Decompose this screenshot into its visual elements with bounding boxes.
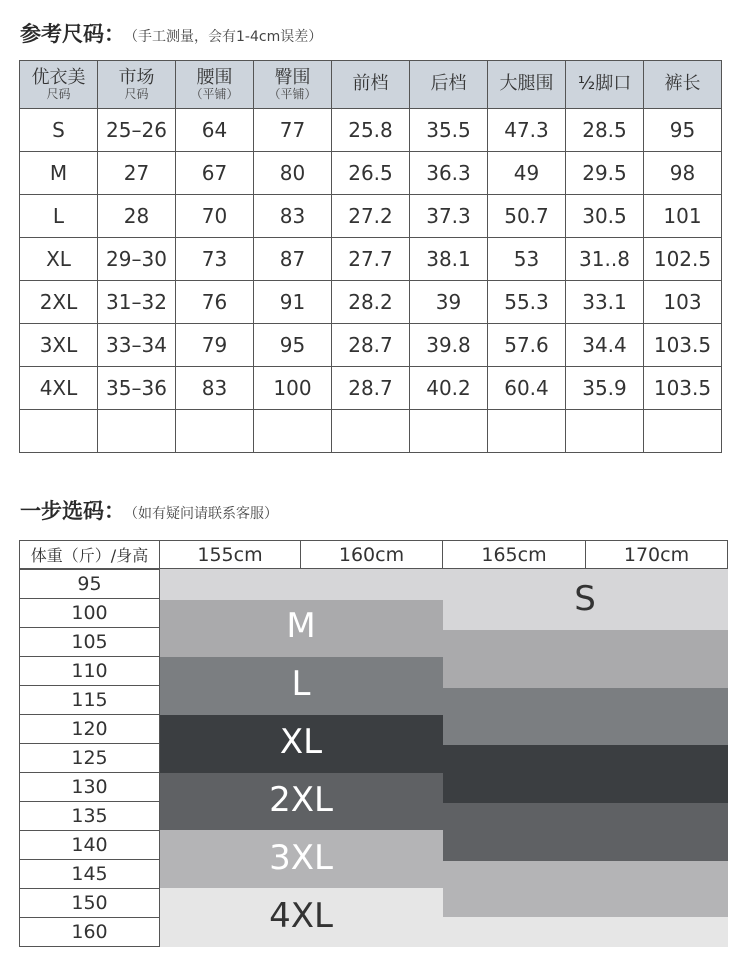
column-header-label: 市场 (118, 66, 155, 88)
table-cell: 77 (254, 109, 332, 152)
size-chart-note: （手工测量，会有1-4cm误差） (131, 29, 323, 45)
weight-row-label: 110 (20, 657, 159, 686)
column-header-sublabel: （平铺） (268, 86, 317, 101)
size-label-2xl: 2XL (269, 780, 333, 820)
table-cell: 98 (644, 152, 722, 195)
table-cell: 31–32 (98, 281, 176, 324)
size-chart-title: 参考尺码： (20, 22, 125, 46)
table-cell: 53 (488, 238, 566, 281)
table-row (20, 152, 722, 195)
table-cell: 35.9 (566, 367, 644, 410)
table-cell: 101 (644, 195, 722, 238)
table-cell: 80 (254, 152, 332, 195)
weight-row-label: 100 (20, 599, 159, 628)
table-cell: 73 (176, 238, 254, 281)
column-header-sublabel: （平铺） (190, 86, 239, 101)
size-label-3xl: 3XL (269, 838, 333, 878)
table-cell: 28.2 (332, 281, 410, 324)
weight-row-label: 95 (20, 570, 159, 599)
column-header-label: 裤长 (664, 73, 701, 95)
table-cell (332, 410, 410, 453)
table-row (20, 109, 722, 152)
table-row (20, 324, 722, 367)
table-cell: 91 (254, 281, 332, 324)
table-cell: 33–34 (98, 324, 176, 367)
table-cell: 103 (644, 281, 722, 324)
table-cell: 100 (254, 367, 332, 410)
table-cell: 25.8 (332, 109, 410, 152)
table-cell: 47.3 (488, 109, 566, 152)
table-cell (410, 410, 488, 453)
column-header-sublabel: 尺码 (46, 86, 71, 101)
weight-row-label: 160 (71, 921, 108, 943)
column-header (254, 61, 332, 109)
table-cell: 27.7 (332, 238, 410, 281)
table-cell: 3XL (20, 324, 98, 367)
table-cell (644, 410, 722, 453)
size-label-l: L (291, 664, 311, 704)
table-cell: 76 (176, 281, 254, 324)
table-cell (566, 410, 644, 453)
table-row (20, 195, 722, 238)
column-header (332, 61, 410, 109)
table-cell (488, 410, 566, 453)
table-cell: 83 (254, 195, 332, 238)
table-cell: 29.5 (566, 152, 644, 195)
band-right-2xl (443, 803, 728, 861)
column-header (176, 61, 254, 109)
column-header-label: 臀围 (274, 66, 311, 88)
table-cell: 57.6 (488, 324, 566, 367)
table-cell (20, 410, 98, 453)
weight-row-label: 140 (20, 831, 159, 860)
column-header-sublabel: 尺码 (124, 86, 149, 101)
table-cell: 103.5 (644, 367, 722, 410)
column-header-label: ½脚口 (577, 73, 632, 95)
table-cell: 55.3 (488, 281, 566, 324)
size-chart-table (19, 60, 722, 453)
table-cell: 37.3 (410, 195, 488, 238)
table-cell: 30.5 (566, 195, 644, 238)
table-cell: 60.4 (488, 367, 566, 410)
weight-row-label: 120 (20, 715, 159, 744)
table-cell: 34.4 (566, 324, 644, 367)
table-cell: 103.5 (644, 324, 722, 367)
weight-row-label: 125 (20, 744, 159, 773)
table-cell: 83 (176, 367, 254, 410)
table-cell: 95 (644, 109, 722, 152)
table-cell: 2XL (20, 281, 98, 324)
table-cell: 26.5 (332, 152, 410, 195)
column-header (410, 61, 488, 109)
table-cell: 38.1 (410, 238, 488, 281)
table-cell: L (20, 195, 98, 238)
table-cell: 102.5 (644, 238, 722, 281)
selector-note: （如有疑问请联系客服） (131, 506, 278, 522)
table-cell: 50.7 (488, 195, 566, 238)
table-cell: 35–36 (98, 367, 176, 410)
table-cell: 31..8 (566, 238, 644, 281)
table-cell: 64 (176, 109, 254, 152)
table-cell (254, 410, 332, 453)
corner-label: 体重（斤）/身高 (19, 540, 160, 569)
band-right-xl (443, 745, 728, 803)
weight-column (19, 569, 160, 947)
column-header-label: 优衣美 (31, 66, 86, 88)
table-cell: 39.8 (410, 324, 488, 367)
table-cell: 4XL (20, 367, 98, 410)
column-header (20, 61, 98, 109)
band-right-l (443, 688, 728, 745)
band-right-m (443, 630, 728, 688)
weight-row-label: 145 (20, 860, 159, 889)
size-label-4xl: 4XL (269, 896, 333, 936)
size-chart-header-row (20, 61, 722, 109)
table-cell: S (20, 109, 98, 152)
table-cell: 27.2 (332, 195, 410, 238)
table-cell: 36.3 (410, 152, 488, 195)
table-cell: 67 (176, 152, 254, 195)
table-cell: 29–30 (98, 238, 176, 281)
table-cell: 40.2 (410, 367, 488, 410)
band-right-3xl (443, 861, 728, 917)
table-cell: 79 (176, 324, 254, 367)
table-cell: 25–26 (98, 109, 176, 152)
column-header (98, 61, 176, 109)
weight-row-label: 130 (20, 773, 159, 802)
table-row (20, 281, 722, 324)
table-cell: 95 (254, 324, 332, 367)
size-selector-grid (19, 540, 728, 947)
table-cell: 39 (410, 281, 488, 324)
table-cell: 87 (254, 238, 332, 281)
table-row (20, 367, 722, 410)
table-cell (176, 410, 254, 453)
selector-title: 一步选码： (20, 499, 125, 523)
height-label-160: 160cm (300, 540, 443, 569)
table-cell: 28.7 (332, 367, 410, 410)
column-header-label: 大腿围 (499, 73, 554, 95)
table-cell: XL (20, 238, 98, 281)
weight-row-label: 135 (20, 802, 159, 831)
size-chart-heading (20, 18, 322, 48)
column-header-label: 后档 (430, 73, 467, 95)
size-label-s: S (574, 579, 596, 619)
size-label-m: M (286, 606, 316, 646)
weight-row-label: 150 (20, 889, 159, 918)
table-cell (98, 410, 176, 453)
height-label-165: 165cm (442, 540, 586, 569)
table-cell: 28 (98, 195, 176, 238)
table-row (20, 410, 722, 453)
band-left-s (160, 569, 443, 600)
column-header-label: 腰围 (196, 66, 233, 88)
column-header (566, 61, 644, 109)
weight-row-label: 115 (20, 686, 159, 715)
table-cell: 27 (98, 152, 176, 195)
table-cell: 28.5 (566, 109, 644, 152)
table-cell: 28.7 (332, 324, 410, 367)
column-header (644, 61, 722, 109)
table-cell: 35.5 (410, 109, 488, 152)
selector-heading (20, 495, 278, 525)
table-cell: 70 (176, 195, 254, 238)
table-cell: 33.1 (566, 281, 644, 324)
table-row (20, 238, 722, 281)
band-right-4xl (443, 917, 728, 947)
size-label-xl: XL (279, 722, 323, 762)
column-header (488, 61, 566, 109)
column-header-label: 前档 (352, 73, 389, 95)
table-cell: M (20, 152, 98, 195)
weight-row-label: 105 (20, 628, 159, 657)
table-cell: 49 (488, 152, 566, 195)
height-label-170: 170cm (585, 540, 728, 569)
height-label-155: 155cm (159, 540, 301, 569)
